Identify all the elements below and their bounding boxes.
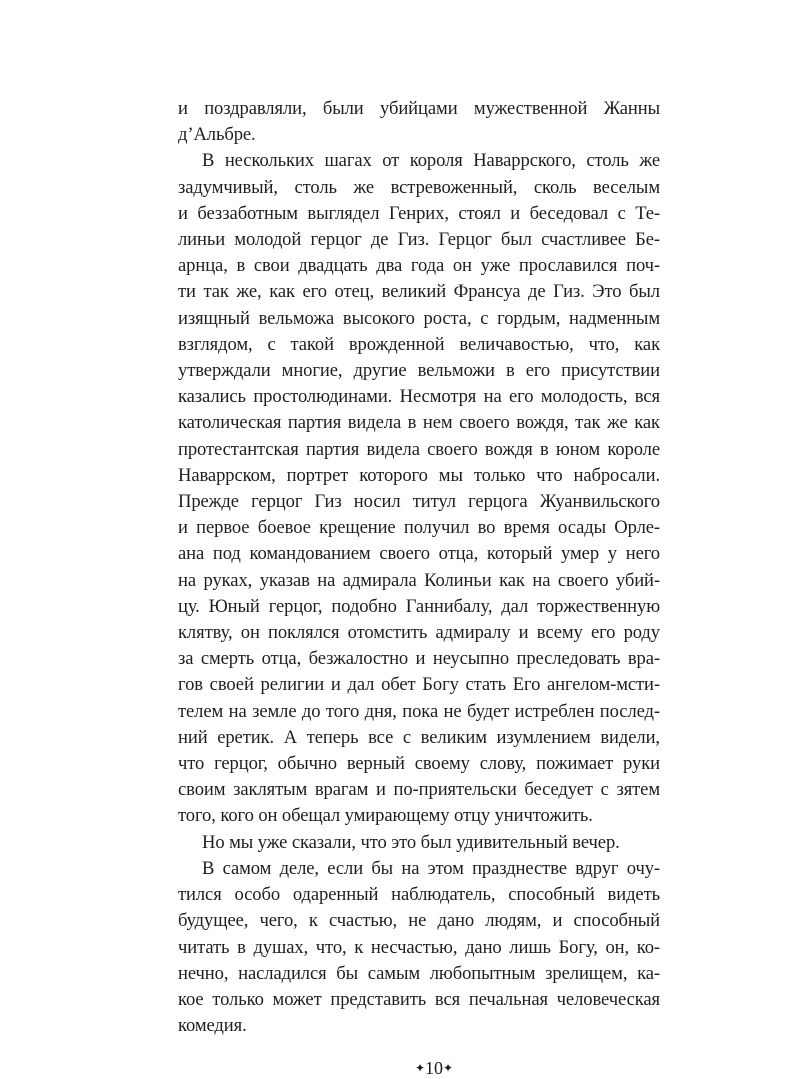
text-line: казались простолюдинами. Несмотря на его молодость, вся bbox=[178, 386, 660, 408]
text-line: телем на земле до того дня, пока не будет истреблен послед- bbox=[178, 700, 660, 722]
text-line: и первое боевое крещение получил во время осады Орле- bbox=[178, 517, 660, 539]
paragraph bbox=[178, 96, 660, 148]
text-line: того, кого он обещал умирающему отцу уничтожить. bbox=[178, 805, 593, 827]
text-line: гов своей религии и дал обет Богу стать Его ангелом-мсти- bbox=[178, 674, 660, 696]
text-line: читать в душах, что, к несчастью, дано лишь Богу, он, ко- bbox=[178, 936, 660, 958]
page bbox=[178, 96, 660, 1079]
text-line: комедия. bbox=[178, 1015, 247, 1037]
text-line: Наваррском, портрет которого мы только что набросали. bbox=[178, 464, 660, 486]
paragraph bbox=[178, 148, 660, 829]
ornament-right-icon: ✦ bbox=[443, 1061, 454, 1076]
text-line: ана под командованием своего отца, который умер у него bbox=[178, 543, 660, 565]
text-line: нечно, насладился бы самым любопытным зрелищем, ка- bbox=[178, 962, 660, 984]
text-line: В нескольких шагах от короля Наваррского, столь же bbox=[202, 150, 660, 172]
text-line: линьи молодой герцог де Гиз. Герцог был счастливее Бе- bbox=[178, 229, 660, 251]
text-line: и поздравляли, были убийцами мужественной Жанны bbox=[178, 98, 660, 119]
text-line: католическая партия видела в нем своего вождя, так же как bbox=[178, 412, 660, 434]
text-line: д’Альбре. bbox=[178, 124, 256, 146]
text-line: арнца, в свои двадцать два года он уже прославился поч- bbox=[178, 255, 660, 277]
text-line: что герцог, обычно верный своему слову, пожимает руки bbox=[178, 753, 660, 775]
text-line: на руках, указав на адмирала Колиньи как на своего убий- bbox=[178, 569, 660, 591]
text-line: протестантская партия видела своего вождя в юном короле bbox=[178, 438, 660, 460]
text-line: своим заклятым врагам и по-приятельски беседует с зятем bbox=[178, 779, 660, 801]
text-line: клятву, он поклялся отомстить адмиралу и всему его роду bbox=[178, 622, 660, 644]
paragraph bbox=[178, 856, 660, 1039]
text-line: Но мы уже сказали, что это был удивительный вечер. bbox=[202, 831, 620, 853]
text-line: изящный вельможа высокого роста, с гордым, надменным bbox=[178, 307, 660, 329]
text-line: взглядом, с такой врожденной величавостью, что, как bbox=[178, 333, 660, 355]
text-line: ти так же, как его отец, великий Франсуа де Гиз. Это был bbox=[178, 281, 660, 303]
text-line: задумчивый, столь же встревоженный, сколь веселым bbox=[178, 176, 660, 198]
text-line: будущее, чего, к счастью, не дано людям, и способный bbox=[178, 910, 660, 932]
text-line: утверждали многие, другие вельможи в его присутствии bbox=[178, 360, 660, 382]
text-line: за смерть отца, безжалостно и неусыпно преследовать вра- bbox=[178, 648, 660, 670]
text-line: ний еретик. А теперь все с великим изумлением видели, bbox=[178, 726, 660, 748]
text-line: Прежде герцог Гиз носил титул герцога Жуанвильского bbox=[178, 491, 660, 513]
text-line: кое только может представить вся печальная человеческая bbox=[178, 988, 660, 1010]
page-number-text: 10 bbox=[425, 1058, 443, 1079]
ornament-left-icon: ✦ bbox=[414, 1061, 425, 1076]
paragraph bbox=[178, 830, 660, 856]
page-body bbox=[178, 96, 660, 1039]
text-line: В самом деле, если бы на этом празднестве вдруг очу- bbox=[202, 857, 660, 879]
text-line: тился особо одаренный наблюдатель, способный видеть bbox=[178, 884, 660, 906]
page-number bbox=[178, 1057, 660, 1079]
text-line: цу. Юный герцог, подобно Ганнибалу, дал торжественную bbox=[178, 595, 660, 617]
text-line: и беззаботным выглядел Генрих, стоял и беседовал с Те- bbox=[178, 202, 660, 224]
